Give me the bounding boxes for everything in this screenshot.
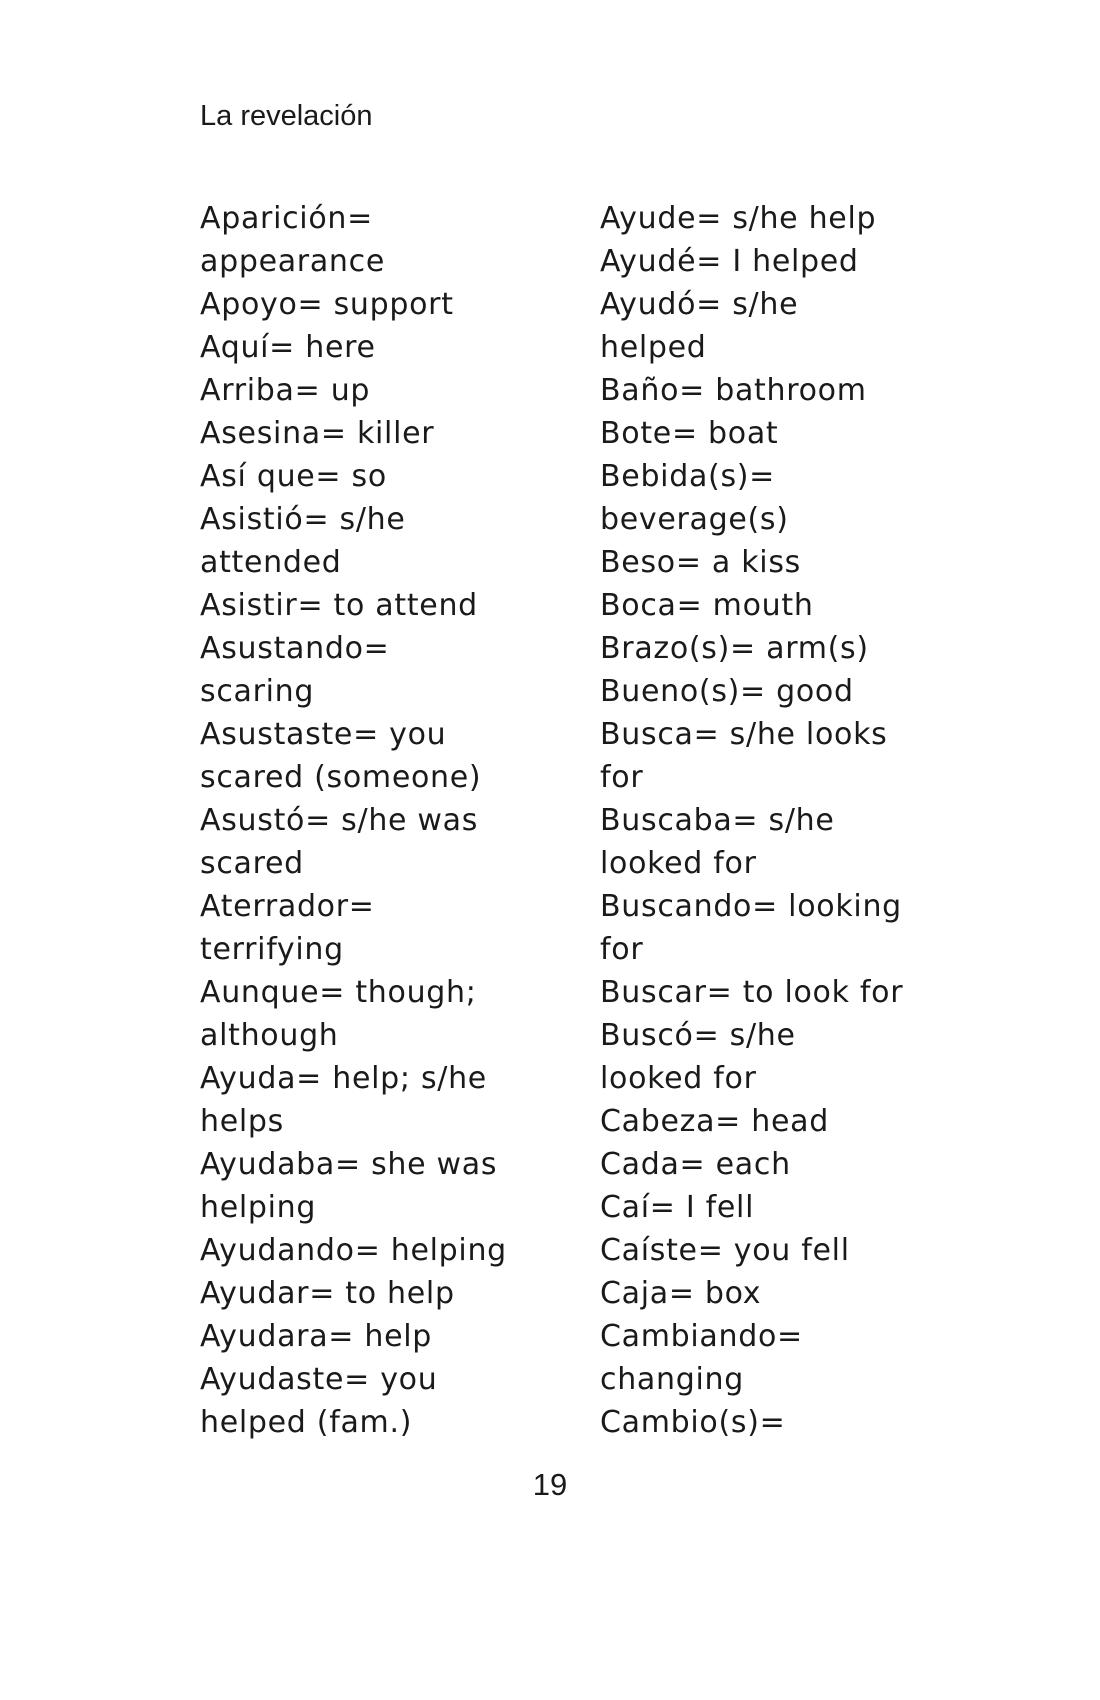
glossary-line: Arriba= up <box>200 373 371 408</box>
glossary-line: Busca= s/he looks <box>600 717 888 752</box>
glossary-line: looked for <box>600 1061 757 1096</box>
glossary-line: Cambiando= <box>600 1319 803 1354</box>
glossary-line: Bueno(s)= good <box>600 674 854 709</box>
glossary-line: scared <box>200 846 304 881</box>
glossary-line: for <box>600 760 644 795</box>
glossary-line: Caja= box <box>600 1276 762 1311</box>
glossary-line: Beso= a kiss <box>600 545 801 580</box>
glossary-line: Aterrador= <box>200 889 375 924</box>
glossary-line: Brazo(s)= arm(s) <box>600 631 869 666</box>
glossary-line: Ayuda= help; s/he <box>200 1061 487 1096</box>
glossary-line: Caíste= you fell <box>600 1233 850 1268</box>
glossary-line: Aunque= though; <box>200 975 477 1010</box>
glossary-line: looked for <box>600 846 757 881</box>
glossary-line: Buscando= looking <box>600 889 902 924</box>
glossary-line: helped (fam.) <box>200 1405 413 1440</box>
glossary-line: Ayudé= I helped <box>600 244 859 279</box>
glossary-line: Apoyo= support <box>200 287 454 322</box>
glossary-line: helped <box>600 330 707 365</box>
glossary-line: Bebida(s)= <box>600 459 776 494</box>
glossary-line: Ayudó= s/he <box>600 287 799 322</box>
glossary-line: Caí= I fell <box>600 1190 755 1225</box>
glossary-line: beverage(s) <box>600 502 789 537</box>
glossary-line: scaring <box>200 674 315 709</box>
glossary-line: Ayudaba= she was <box>200 1147 498 1182</box>
glossary-line: Cabeza= head <box>600 1104 829 1139</box>
glossary-line: Cada= each <box>600 1147 791 1182</box>
glossary-line: Asistir= to attend <box>200 588 478 623</box>
glossary-line: Buscar= to look for <box>600 975 904 1010</box>
glossary-line: scared (someone) <box>200 760 482 795</box>
glossary-line: Asustó= s/he was <box>200 803 479 838</box>
glossary-line: Ayudando= helping <box>200 1233 507 1268</box>
glossary-right-column <box>600 197 940 1444</box>
glossary-line: Asustando= <box>200 631 390 666</box>
glossary-line: helping <box>200 1190 317 1225</box>
page-header-title: La revelación <box>200 100 373 132</box>
glossary-left-column <box>200 197 570 1444</box>
glossary-line: appearance <box>200 244 385 279</box>
glossary-line: attended <box>200 545 342 580</box>
glossary-line: although <box>200 1018 339 1053</box>
glossary-line: Asesina= killer <box>200 416 435 451</box>
glossary-line: Ayudara= help <box>200 1319 433 1354</box>
glossary-line: for <box>600 932 644 967</box>
glossary-line: Ayudar= to help <box>200 1276 455 1311</box>
glossary-line: Buscó= s/he <box>600 1018 796 1053</box>
glossary-line: Buscaba= s/he <box>600 803 835 838</box>
glossary-line: changing <box>600 1362 744 1397</box>
glossary-line: terrifying <box>200 932 344 967</box>
glossary-line: Aparición= <box>200 201 373 236</box>
glossary-line: Asustaste= you <box>200 717 447 752</box>
glossary-line: Asistió= s/he <box>200 502 406 537</box>
glossary-line: Ayude= s/he help <box>600 201 877 236</box>
glossary-line: Baño= bathroom <box>600 373 867 408</box>
glossary-line: Bote= boat <box>600 416 779 451</box>
glossary-line: Cambio(s)= <box>600 1405 786 1440</box>
glossary-line: Así que= so <box>200 459 387 494</box>
glossary-line: Boca= mouth <box>600 588 814 623</box>
page-number: 19 <box>532 1467 568 1502</box>
glossary-line: Ayudaste= you <box>200 1362 438 1397</box>
glossary-line: helps <box>200 1104 284 1139</box>
glossary-line: Aquí= here <box>200 330 376 365</box>
